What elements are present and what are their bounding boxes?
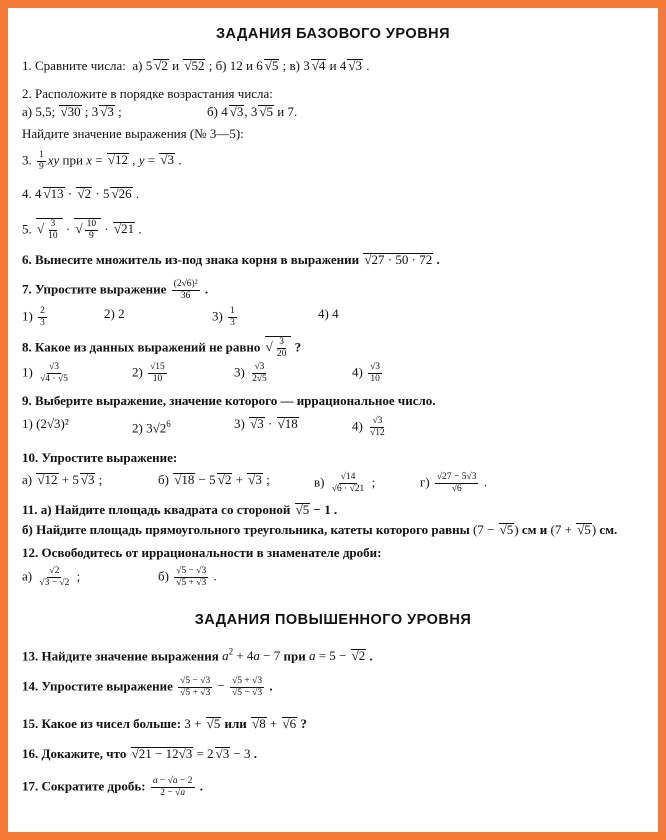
question-6: 6. Вынесите множитель из-под знака корня в выражении √ 27 · 50 · 72 .	[22, 252, 440, 268]
question-14: 14. Упростите выражение $\frac{√5 - √3}{√5 + √3}$ − $\frac{√5 + √3}{√5 - √3}$ .	[22, 676, 273, 698]
question-10: 10. Упростите выражение:	[22, 450, 178, 465]
question-3: 3. $\frac{1}{9}$ xy при x = √ 12 , y = √ 3 .	[22, 150, 182, 173]
question-12-options: а) $\frac{√2}{√3 - √2}$ ; б) $\frac{√5 - √3}{√5 + √3}$ .	[22, 566, 217, 588]
question-11a: 11. а) Найдите площадь квадрата со стороной √ 5 − 1 .	[22, 502, 337, 518]
question-7: 7. Упростите выражение $\frac{\text{(2√6)²}}{36}$ .	[22, 279, 209, 301]
question-4: 4. 4√ 13 · √ 2 · 5√ 26 .	[22, 186, 139, 202]
question-1: 1. Сравните числа: а) 5√ 2 и √ 52 ; б) 12 и 6√ 5 ; в) 3√ 4 и 4√ 3 .	[22, 58, 369, 74]
question-13: 13. Найдите значение выражения $a^2 + 4a - 7$ при a = 5 − √ 2 .	[22, 644, 373, 664]
question-9-options: 1) (2√3)² 2) $3√2^6$ 3) √ 3 · √ 18 4) $\frac{√3}{√12}$	[22, 416, 642, 440]
question-9: 9. Выберите выражение, значение которого — иррациональное число.	[22, 393, 436, 408]
question-12: 12. Освободитесь от иррациональности в знаменателе дроби:	[22, 545, 382, 560]
question-8-options: 1) $\frac{√3}{√4 \cdot √5}$ 2) $\frac{√15}{10}$ 3) $\frac{√3}{2√5}$ 4) $\frac{√3}{10}$	[22, 362, 381, 384]
question-10-options: а) √ 12 + 5√ 3 ; б) √ 18 − 5√ 2 + √ 3 ; в) $\frac{√14}{√6 \cdot √21}$ ; г) $\frac{√27 - 5√3}{√6}$ .	[22, 472, 652, 496]
question-17: 17. Сократите дробь: $\frac{a - √a - 2}{2 - √a}$ .	[22, 776, 204, 798]
worksheet-page	[8, 8, 658, 832]
find-value-heading: Найдите значение выражения (№ 3—5):	[22, 126, 244, 141]
advanced-level-title: ЗАДАНИЯ ПОВЫШЕННОГО УРОВНЯ	[194, 612, 472, 628]
question-2: 2. Расположите в порядке возрастания числа:	[22, 86, 273, 101]
basic-level-title: ЗАДАНИЯ БАЗОВОГО УРОВНЯ	[215, 26, 451, 42]
question-5: 5. √ $\frac{3}{10}$ · √ $\frac{10}{9}$ · √ 21 .	[22, 218, 142, 242]
question-7-options: 1) $\frac{2}{3}$ 2) 2 3) $\frac{1}{3}$ 4) 4	[22, 306, 339, 328]
question-15: 15. Какое из чисел больше: 3 + √ 5 или √ 8 + √ 6 ?	[22, 716, 307, 732]
question-8: 8. Какое из данных выражений не равно √ $\frac{3}{20}$ ?	[22, 336, 301, 360]
question-2-options: а) 5,5; √ 30 ; 3√ 3 ; б) 4√ 3, 3√ 5 и 7.	[22, 104, 122, 120]
question-11b: б) Найдите площадь прямоугольного треугольника, катеты которого равны (7 − √ 5) см и (7 + √ 5) см.	[22, 522, 617, 538]
question-16: 16. Докажите, что √ 21 − 12√3 = 2√ 3 − 3 .	[22, 746, 257, 762]
